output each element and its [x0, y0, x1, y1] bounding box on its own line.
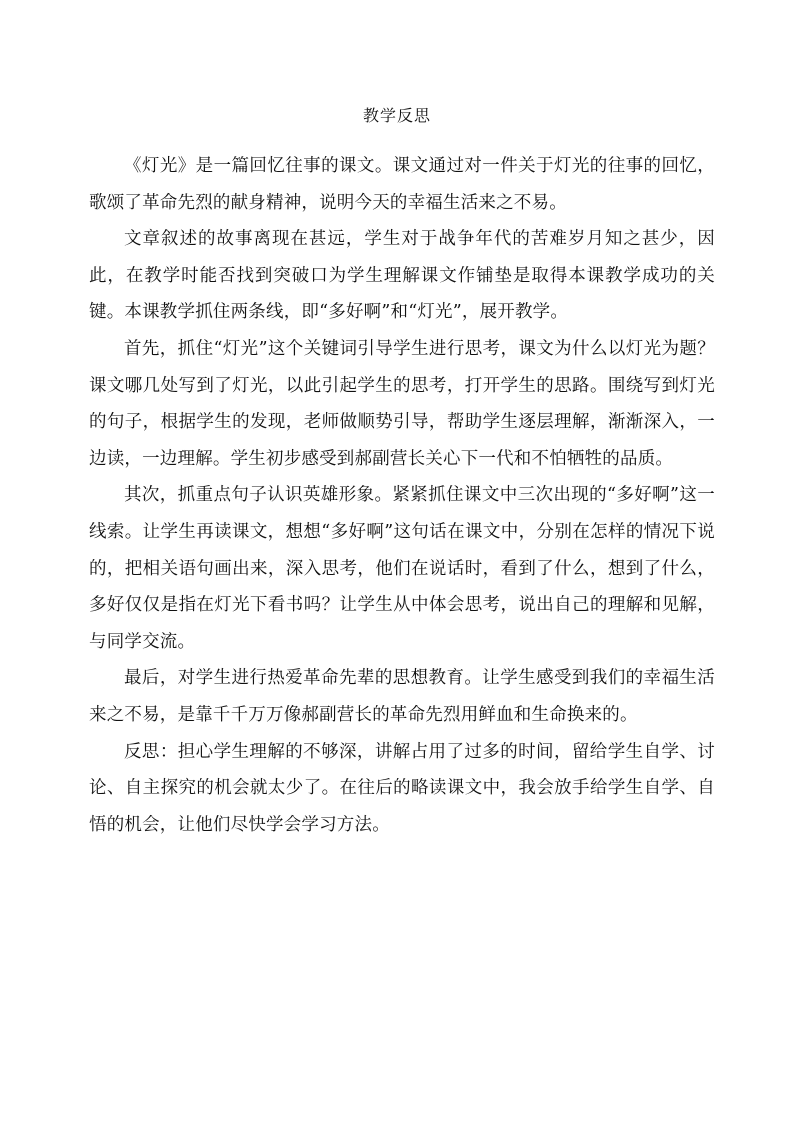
- document-body: [89, 148, 715, 843]
- paragraph-reflection: 反思：担心学生理解的不够深，讲解占用了过多的时间，留给学生自学、讨论、自主探究的机会就太少了。在往后的略读课文中，我会放手给学生自学、自悟的机会，让他们尽快学会学习方法。: [89, 741, 715, 835]
- paragraph-first: 首先，抓住“灯光”这个关键词引导学生进行思考，课文为什么以灯光为题？课文哪几处写到了灯光，以此引起学生的思考，打开学生的思路。围绕写到灯光的句子，根据学生的发现，老师做顺势引导，帮助学生逐层理解，渐渐深入，一边读，一边理解。学生初步感受到郝副营长关心下一代和不怕牺牲的品质。: [89, 338, 715, 469]
- paragraph-last: 最后，对学生进行热爱革命先辈的思想教育。让学生感受到我们的幸福生活来之不易，是靠千千万万像郝副营长的革命先烈用鲜血和生命换来的。: [89, 668, 715, 725]
- paragraph-second: 其次，抓重点句子认识英雄形象。紧紧抓住课文中三次出现的“多好啊”这一线索。让学生再读课文，想想“多好啊”这句话在课文中，分别在怎样的情况下说的，把相关语句画出来，深入思考，他们在说话时，看到了什么，想到了什么，多好仅仅是指在灯光下看书吗？让学生从中体会思考，说出自己的理解和见解，与同学交流。: [89, 485, 715, 652]
- document-title: 教学反思: [362, 106, 431, 125]
- paragraph-intro: 《灯光》是一篇回忆往事的课文。课文通过对一件关于灯光的往事的回忆，歌颂了革命先烈的献身精神，说明今天的幸福生活来之不易。: [89, 156, 715, 213]
- paragraph-background: 文章叙述的故事离现在甚远，学生对于战争年代的苦难岁月知之甚少，因此，在教学时能否找到突破口为学生理解课文作铺垫是取得本课教学成功的关键。本课教学抓住两条线，即“多好啊”和“灯光”，展开教学。: [89, 229, 715, 323]
